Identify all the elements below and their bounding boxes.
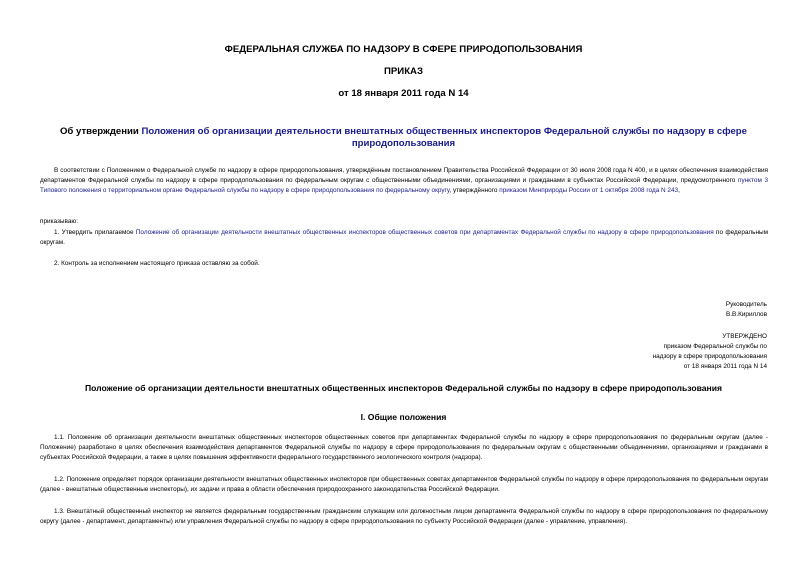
regulation-title: Положение об организации деятельности внештатных общественных инспекторов Федеральной службы по надзору в сфере природопользования bbox=[84, 383, 723, 393]
title-link[interactable]: Положения об организации деятельности внештатных общественных инспекторов Федеральной службы по надзору в сфере bbox=[141, 126, 748, 137]
section-1-heading: I. Общие положения bbox=[360, 412, 447, 422]
preamble-text-3: , bbox=[678, 187, 680, 195]
document-type: ПРИКАЗ bbox=[384, 66, 423, 77]
order-word: приказываю: bbox=[40, 218, 78, 225]
document-title bbox=[0, 126, 807, 150]
approval-line-2: приказом Федеральной службы по bbox=[663, 343, 767, 350]
item1-prefix: 1. Утвердить прилагаемое bbox=[54, 229, 136, 236]
title-link-continued[interactable]: природопользования bbox=[351, 138, 456, 149]
paragraph-1-2: 1.2. Положение определяет порядок организации деятельности внештатных общественных инспекторов при общественных советах департаментов Федеральной службы по надзору в сфере природопользования по федеральным округам (далее - внештатные общественные инспекторы), их задачи и права в области обеспечения природоохранного законодательства Российской Федерации. bbox=[40, 476, 768, 494]
signature-role: Руководитель bbox=[725, 301, 767, 308]
paragraph-1-3: 1.3. Внештатный общественный инспектор не является федеральным государственным гражданским служащим или должностным лицом департамента Федеральной службы по надзору в сфере природопользования по федеральному округу (далее - департамент, департаменты) или управления Федеральной службы по надзору в сфере природопользования по субъекту Российской Федерации (далее - управление, управления). bbox=[40, 508, 768, 526]
approval-line-4: от 18 января 2011 года N 14 bbox=[683, 363, 767, 370]
item1-link-regulation[interactable]: Положение об организации деятельности внештатных общественных инспекторов общественных советов при департаментах Федеральной службы по надзору в сфере природопользования bbox=[135, 229, 714, 236]
preamble-link-minprirody-order[interactable]: приказом Минприроды России от 1 октября 2008 года N 243 bbox=[499, 187, 679, 195]
paragraph-1-1: 1.1. Положение об организации деятельности внештатных общественных инспекторов общественных советов при департаментах Федеральной службы по надзору в сфере природопользования по федеральным округам (далее - Положение) разработано в целях обеспечения взаимодействия департаментов Федеральной службы по надзору в сфере природопользования по федеральным округам с общественными объединениями, организациями и гражданами в субъектах Российской Федерации, а также в целях повышения эффективности федерального государственного экологического контроля (надзора). bbox=[40, 434, 768, 462]
item1-suffix: по федеральным округам. bbox=[40, 229, 769, 247]
preamble-text-2: , утверждённого bbox=[449, 187, 500, 195]
approval-line-3: надзору в сфере природопользования bbox=[652, 353, 767, 360]
document-date-number: от 18 января 2011 года N 14 bbox=[338, 88, 469, 99]
title-prefix: Об утверждении bbox=[59, 126, 142, 137]
preamble-link-typical-regulation[interactable]: пунктом 3 Типового положения о территориальном органе Федеральной службы по надзору в сфере природопользования по федеральному округу bbox=[40, 177, 769, 195]
approval-line-1: УТВЕРЖДЕНО bbox=[722, 333, 767, 340]
signature-name: В.В.Кириллов bbox=[726, 311, 767, 318]
preamble-paragraph bbox=[40, 166, 768, 197]
agency-name: ФЕДЕРАЛЬНАЯ СЛУЖБА ПО НАДЗОРУ В СФЕРЕ ПРИРОДОПОЛЬЗОВАНИЯ bbox=[224, 44, 583, 55]
order-item-2: 2. Контроль за исполнением настоящего приказа оставляю за собой. bbox=[54, 260, 260, 267]
order-item-1 bbox=[40, 228, 768, 248]
preamble-text-1: В соответствии с Положением о Федеральной службе по надзору в сфере природопользования, утверждённым постановлением Правительства Российской Федерации от 30 июля 2008 года N 400, и в целях обеспечения взаимодействия департаментов Федеральной службы по надзору в сфере природопользования по федеральным округам с общественными объединениями, организациями и гражданами в субъектах Российской Федерации, предусмотренного bbox=[40, 167, 768, 185]
